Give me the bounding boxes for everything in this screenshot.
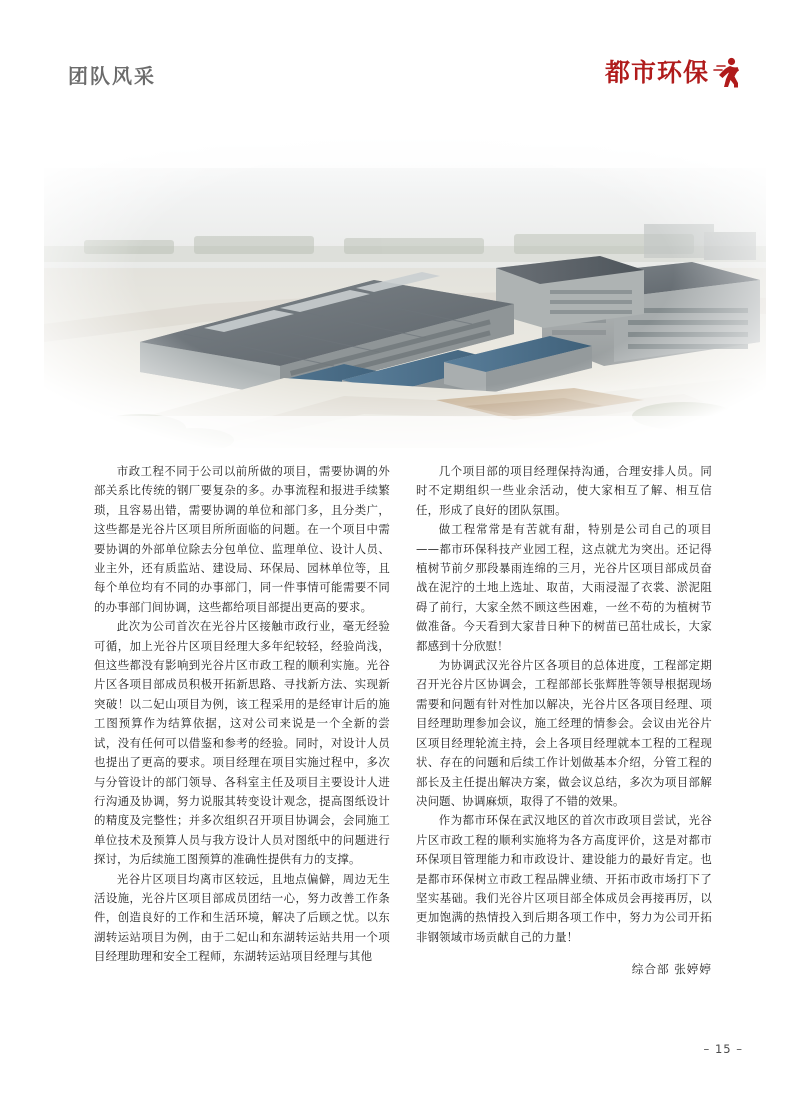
paragraph: 做工程常常是有苦就有甜，特别是公司自己的项目——都市环保科技产业园工程，这点就尤为突出。还记得植树节前夕那段暴雨连绵的三月，光谷片区项目部成员奋战在泥泞的土地上选址、取苗，大雨浸湿了衣裳、淤泥阻碍了前行，大家全然不顾这些困难，一丝不苟的为植树节做准备。今天看到大家昔日种下的树苗已茁壮成长，大家都感到十分欣慰！ (416, 522, 712, 653)
article-photo (44, 128, 766, 448)
industrial-park-aerial-image (44, 128, 766, 448)
article-body (94, 462, 712, 977)
paragraph: 为协调武汉光谷片区各项目的总体进度，工程部定期召开光谷片区协调会，工程部部长张辉胜等领导根据现场需要和问题有针对性加以解决，光谷片区各项目经理、项目经理助理参加会议，施工经理的情参会。会议由光谷片区项目经理轮流主持，会上各项目经理就本工程的工程现状、存在的问题和后续工作计划做基本介绍，分管工程的部长及主任提出解决方案，做会议总结，多次为项目部解决问题、协调麻烦，取得了不错的效果。 (416, 658, 712, 808)
page-header (0, 57, 805, 112)
paragraph: 市政工程不同于公司以前所做的项目，需要协调的外部关系比传统的钢厂要复杂的多。办事流程和报进手续繁琐，且容易出错，需要协调的单位和部门多，且分类广，这些都是光谷片区项目所所面临的问题。在一个项目中需要协调的外部单位除去分包单位、监理单位、设计人员、业主外，还有质监站、建设局、环保局、园林单位等，且每个单位均有不同的办事部门，同一件事情可能需要不同的办事部门间协调，这些都给项目部提出更高的要求。 (94, 464, 390, 614)
paragraph: 光谷片区项目均离市区较远，且地点偏僻，周边无生活设施，光谷片区项目部成员团结一心，努力改善工作条件，创造良好的工作和生活环境，解决了后顾之忧。以东湖转运站项目为例，由于二妃山和东湖转运站共用一个项目经理助理和安全工程师，东湖转运站项目经理与其他 (94, 871, 390, 964)
brand-logo-text: 都市环保 (604, 57, 709, 87)
right-column (416, 462, 712, 977)
section-title: 团队风采 (68, 64, 156, 88)
paragraph: 几个项目部的项目经理保持沟通，合理安排人员。同时不定期组织一些业余活动，使大家相互了解、相互信任，形成了良好的团队氛围。 (416, 464, 712, 517)
brand-logo (605, 56, 743, 88)
left-column (94, 462, 390, 977)
paragraph: 此次为公司首次在光谷片区接触市政行业，毫无经验可循，加上光谷片区项目经理大多年纪较轻，经验尚浅，但这些都没有影响到光谷片区市政工程的顺利实施。光谷片区各项目部成员积极开拓新思路、寻找新方法、实现新突破！以二妃山项目为例，该工程采用的是经审计后的施工图预算作为结算依据，这对公司来说是一个全新的尝试，没有任何可以借鉴和参考的经验。同时，对设计人员也提出了更高的要求。项目经理在项目实施过程中，多次与分管设计的部门领导、各科室主任及项目主要设计人进行沟通及协调，努力说服其转变设计观念，提高图纸设计的精度及完整性；并多次组织召开项目协调会，会同施工单位技术及预算人员与我方设计人员对图纸中的问题进行探讨，为后续施工图预算的准确性提供有力的支撑。 (94, 619, 390, 867)
paragraph: 作为都市环保在武汉地区的首次市政项目尝试，光谷片区市政工程的顺利实施将为各方高度评价，这是对都市环保项目管理能力和市政设计、建设能力的最好肯定。也是都市环保树立市政工程品牌业绩、开拓市政市场打下了坚实基础。我们光谷片区项目部全体成员会再接再厉，以更加饱满的热情投入到后期各项工作中，努力为公司开拓非钢领域市场贡献自己的力量！ (416, 813, 712, 944)
page-number: – 15 – (703, 1042, 743, 1056)
running-figure-icon (713, 56, 743, 88)
article-byline: 综合部 张婷婷 (631, 962, 712, 977)
